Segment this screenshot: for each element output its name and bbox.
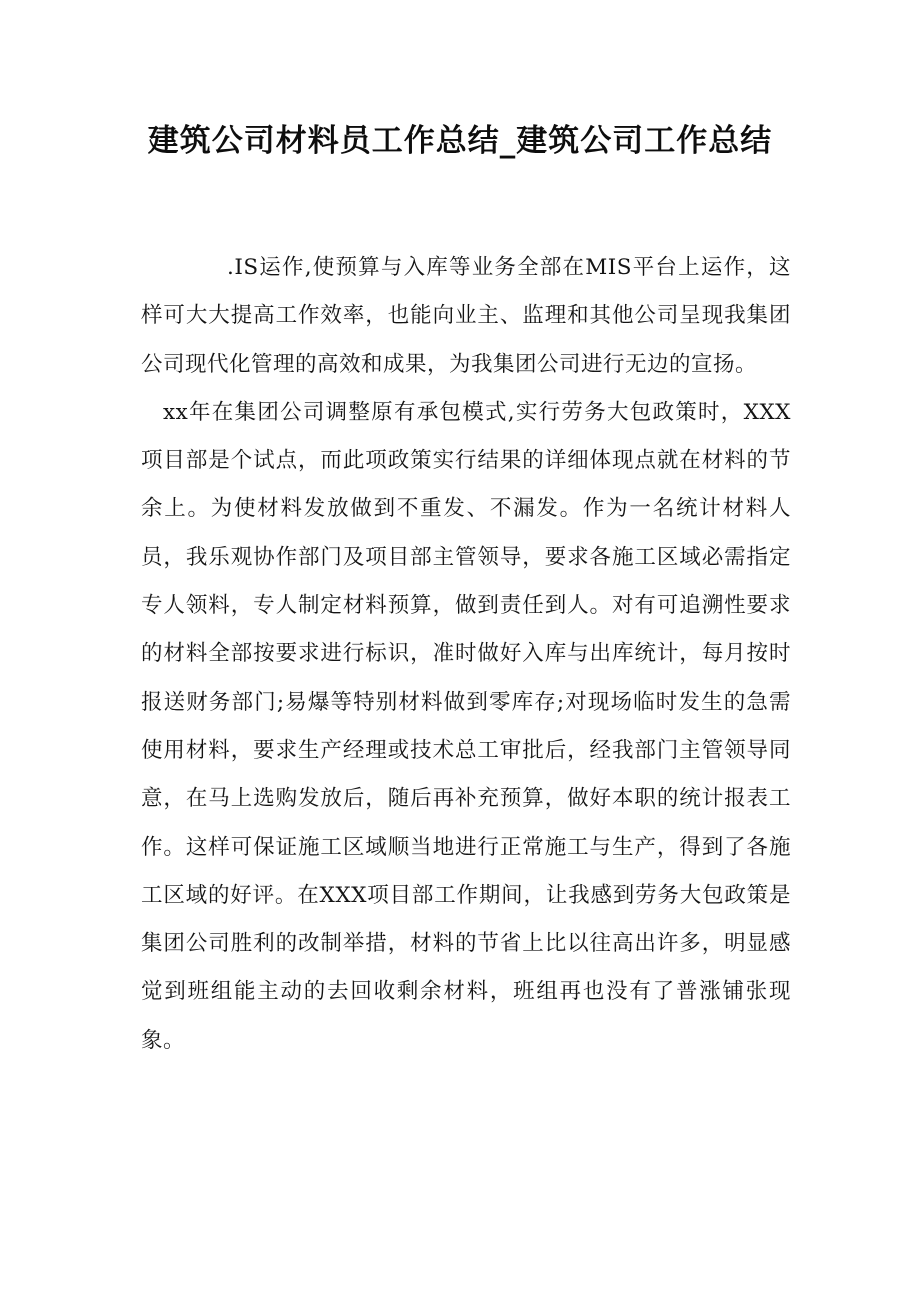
document-title: 建筑公司材料员工作总结_建筑公司工作总结 (147, 123, 773, 159)
document-body (141, 244, 791, 1065)
paragraph-2: xx年在集团公司调整原有承包模式,实行劳务大包政策时，XXX项目部是个试点，而此项政策实行结果的详细体现点就在材料的节余上。为使材料发放做到不重发、不漏发。作为一名统计材料人员，我乐观协作部门及项目部主管领导，要求各施工区域必需指定专人领料，专人制定材料预算，做到责任到人。对有可追溯性要求的材料全部按要求进行标识，准时做好入库与出库统计，每月按时报送财务部门;易爆等特别材料做到零库存;对现场临时发生的急需使用材料，要求生产经理或技术总工审批后，经我部门主管领导同意，在马上选购发放后，随后再补充预算，做好本职的统计报表工作。这样可保证施工区域顺当地进行正常施工与生产，得到了各施工区域的好评。在XXX项目部工作期间，让我感到劳务大包政策是集团公司胜利的改制举措，材料的节省上比以往高出许多，明显感觉到班组能主动的去回收剩余材料，班组再也没有了普涨铺张现象。 (141, 399, 791, 1053)
paragraph-1: .IS运作,使预算与入库等业务全部在MIS平台上运作，这样可大大提高工作效率，也能向业主、监理和其他公司呈现我集团公司现代化管理的高效和成果，为我集团公司进行无边的宣扬。 (141, 255, 791, 377)
